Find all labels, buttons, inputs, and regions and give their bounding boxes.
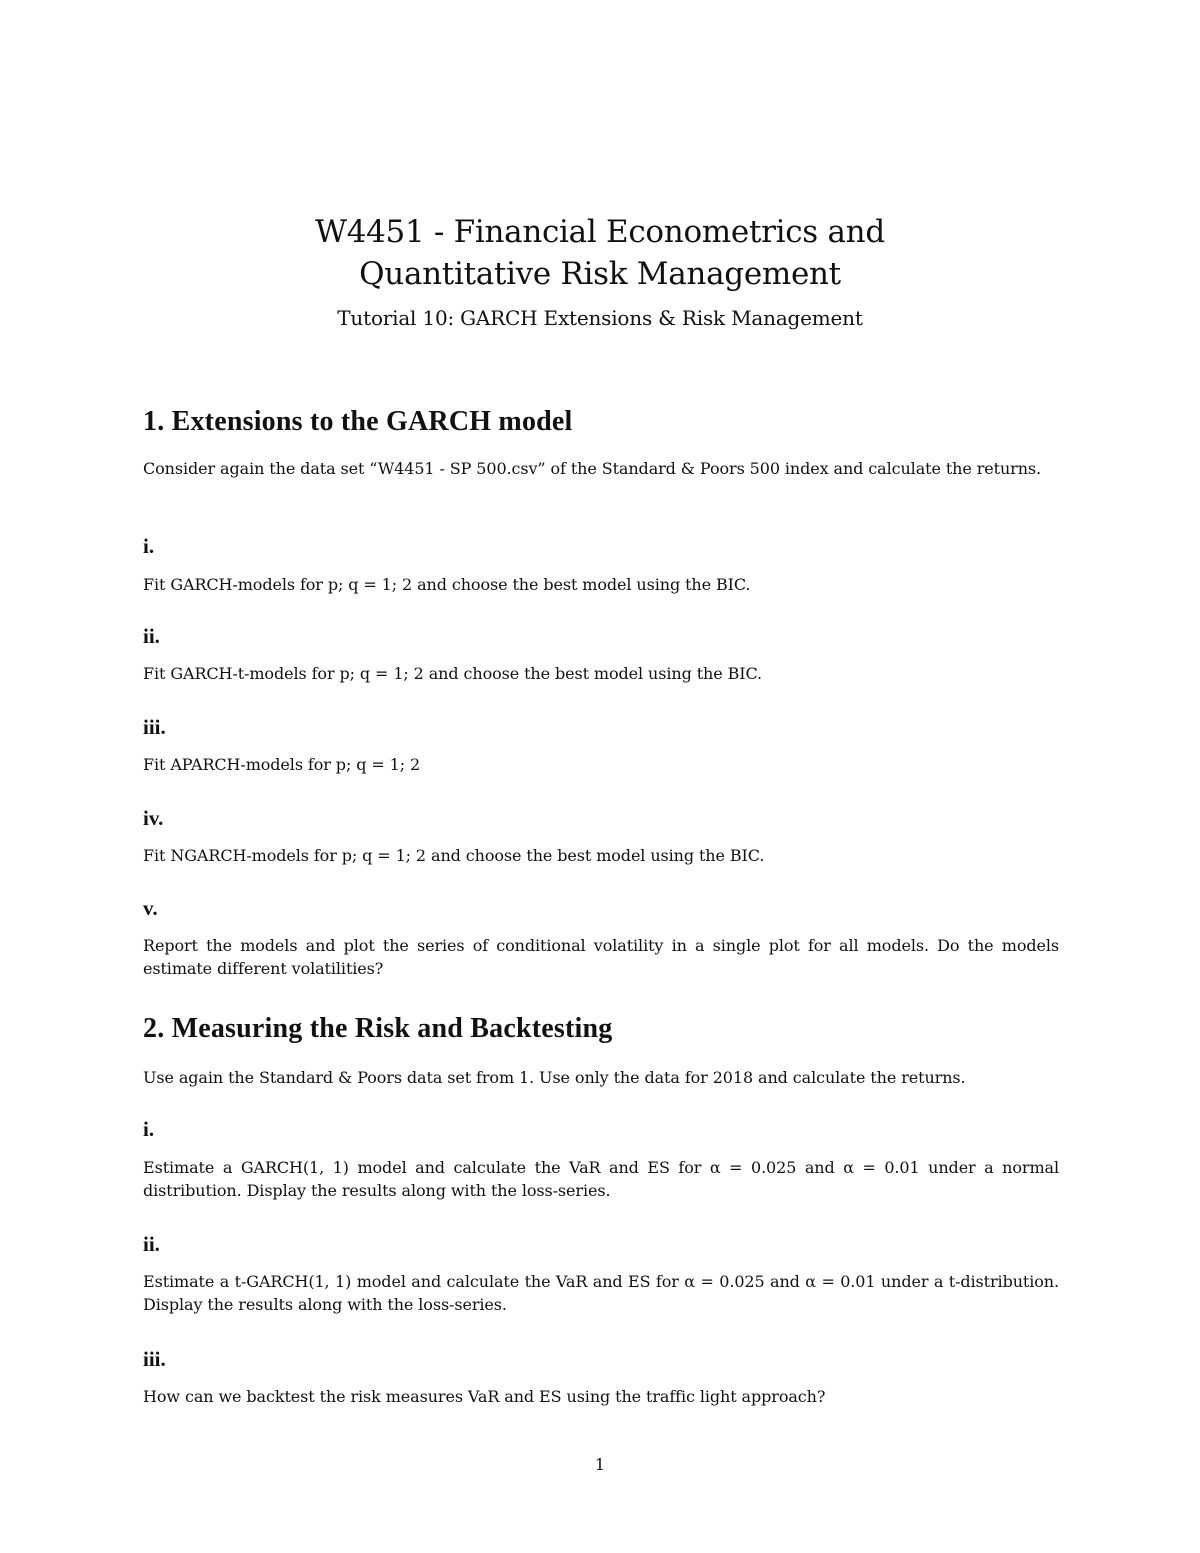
document-title-line-1: W4451 - Financial Econometrics and <box>315 214 885 250</box>
page-number: 1 <box>594 1455 606 1474</box>
section-1-item-iv-text: Fit NGARCH-models for p; q = 1; 2 and choose the best model using the BIC. <box>143 846 765 865</box>
section-2-item-iii-text: How can we backtest the risk measures VaR and ES using the traffic light approach? <box>143 1387 826 1406</box>
section-1-item-ii-text: Fit GARCH-t-models for p; q = 1; 2 and choose the best model using the BIC. <box>143 664 763 683</box>
section-2-intro: Use again the Standard & Poors data set from 1. Use only the data for 2018 and calculate the returns. <box>143 1068 966 1087</box>
section-1-item-v-label: v. <box>143 896 158 920</box>
section-2-item-ii-text: Estimate a t-GARCH(1, 1) model and calculate the VaR and ES for α = 0.025 and α = 0.01 under a t-distribution. Display the results along with the loss-series. <box>143 1272 1059 1314</box>
section-2-item-ii-label: ii. <box>143 1232 160 1256</box>
document-subtitle: Tutorial 10: GARCH Extensions & Risk Management <box>337 306 863 330</box>
section-1-item-iii-text: Fit APARCH-models for p; q = 1; 2 <box>143 755 421 774</box>
section-2-item-i-text: Estimate a GARCH(1, 1) model and calculate the VaR and ES for α = 0.025 and α = 0.01 under a normal distribution. Display the results along with the loss-series. <box>143 1158 1059 1200</box>
section-1-item-i-text: Fit GARCH-models for p; q = 1; 2 and choose the best model using the BIC. <box>143 575 751 594</box>
section-1-intro: Consider again the data set “W4451 - SP 500.csv” of the Standard & Poors 500 index and calculate the returns. <box>143 459 1042 478</box>
section-1-item-iii-label: iii. <box>143 715 166 739</box>
section-1-item-iv-label: iv. <box>143 806 164 830</box>
section-2-item-iii-label: iii. <box>143 1347 166 1371</box>
section-1-item-v-text: Report the models and plot the series of conditional volatility in a single plot for all models. Do the models estimate different volatilities? <box>143 936 1059 978</box>
section-1-item-i-label: i. <box>143 534 155 558</box>
section-2-heading: 2. Measuring the Risk and Backtesting <box>143 1013 613 1044</box>
section-1-item-ii-label: ii. <box>143 624 160 648</box>
document-title-line-2: Quantitative Risk Management <box>359 256 841 292</box>
section-2-item-i-label: i. <box>143 1117 155 1141</box>
section-1-heading: 1. Extensions to the GARCH model <box>143 406 573 437</box>
